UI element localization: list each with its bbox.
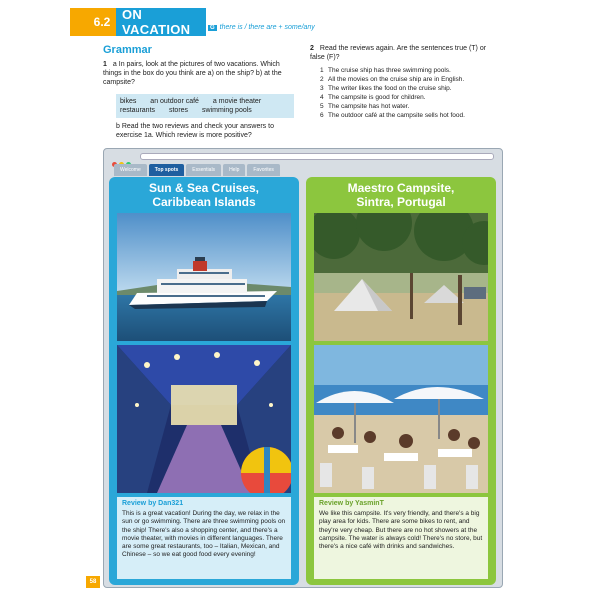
- list-item: 4 The campsite is good for children.: [320, 94, 426, 101]
- exercise-number: 2: [310, 45, 314, 52]
- word-box-row-2: [120, 106, 290, 115]
- cruise-title: Sun & Sea Cruises, Caribbean Islands: [148, 181, 260, 209]
- cruise-review-title: Review by Dan321: [122, 500, 184, 507]
- list-item: 1 The cruise ship has three swimming pools.: [320, 67, 451, 74]
- word: an outdoor café: [150, 98, 199, 105]
- cruise-panel: [109, 177, 299, 585]
- header-accent: [70, 8, 88, 36]
- address-bar[interactable]: [140, 153, 494, 160]
- exercise-2: [310, 44, 500, 62]
- tab-favorites[interactable]: Favorites: [247, 164, 280, 176]
- cruise-review-text: This is a great vacation! During the day, we relax in the sun or go swimming. There are three swimming pools on the ship! There's also a shopping center, and there's a movie theater, with movies in different languages. There are some great restaurants, too – Italian, Mexican, and Chinese – so we eat good food every evening!: [122, 510, 286, 559]
- unit-title: ON VACATION: [116, 8, 206, 36]
- tab-welcome[interactable]: Welcome: [114, 164, 147, 176]
- word-box: [116, 94, 294, 118]
- exercise-1a: [103, 60, 293, 87]
- list-item: 6 The outdoor café at the campsite sells hot food.: [320, 112, 465, 119]
- exercise-2-text: Read the reviews again. Are the sentences true (T) or false (F)?: [310, 45, 487, 61]
- true-false-list: [320, 66, 500, 120]
- exercise-1b: b Read the two reviews and check your answers to exercise 1a. Which review is more positive?: [116, 123, 274, 139]
- unit-number: 6.2: [88, 8, 116, 36]
- grammar-badge: G: [210, 25, 215, 31]
- word-box-row-1: [120, 97, 290, 106]
- tab-essentials[interactable]: Essentials: [186, 164, 221, 176]
- section-title-grammar: Grammar: [103, 44, 152, 56]
- list-item: 5 The campsite has hot water.: [320, 103, 410, 110]
- word: stores: [168, 107, 189, 114]
- word: bikes: [120, 98, 137, 105]
- campsite-panel: [306, 177, 496, 585]
- browser-tabs: [114, 164, 282, 176]
- campsite-review-text: We like this campsite. It's very friendly, and there's a big play area for kids. There are some bikes to rent, and they're very cheap. But there are no hot showers at the campsite. The water is always cold! There's no store, but there's a nice café with drinks and sandwiches.: [319, 510, 483, 551]
- word: swimming pools: [202, 107, 252, 114]
- outdoor-cafe-photo: [314, 345, 488, 493]
- subtitle-text: there is / there are + some/any: [219, 24, 315, 31]
- browser-window: [103, 148, 503, 588]
- exercise-1a-text: a In pairs, look at the pictures of two vacations. Which things in the box do you think are a) on the ship? b) at the campsite?: [103, 61, 282, 86]
- tab-help[interactable]: Help: [223, 164, 245, 176]
- cruise-ship-photo: [117, 213, 291, 341]
- tab-top-spots[interactable]: Top spots: [149, 164, 185, 176]
- unit-subtitle: [208, 24, 315, 31]
- list-item: 3 The writer likes the food on the cruise ship.: [320, 85, 452, 92]
- campsite-photo: [314, 213, 488, 341]
- campsite-review: [314, 497, 488, 579]
- page-number: 58: [86, 576, 100, 588]
- list-item: 2 All the movies on the cruise ship are in English.: [320, 76, 465, 83]
- campsite-title: Maestro Campsite, Sintra, Portugal: [347, 181, 455, 209]
- exercise-number: 1: [103, 61, 107, 68]
- ship-interior-photo: [117, 345, 291, 493]
- word: a movie theater: [212, 98, 262, 105]
- word: restaurants: [120, 107, 156, 114]
- campsite-review-title: Review by YasminT: [319, 500, 384, 507]
- cruise-review: [117, 497, 291, 579]
